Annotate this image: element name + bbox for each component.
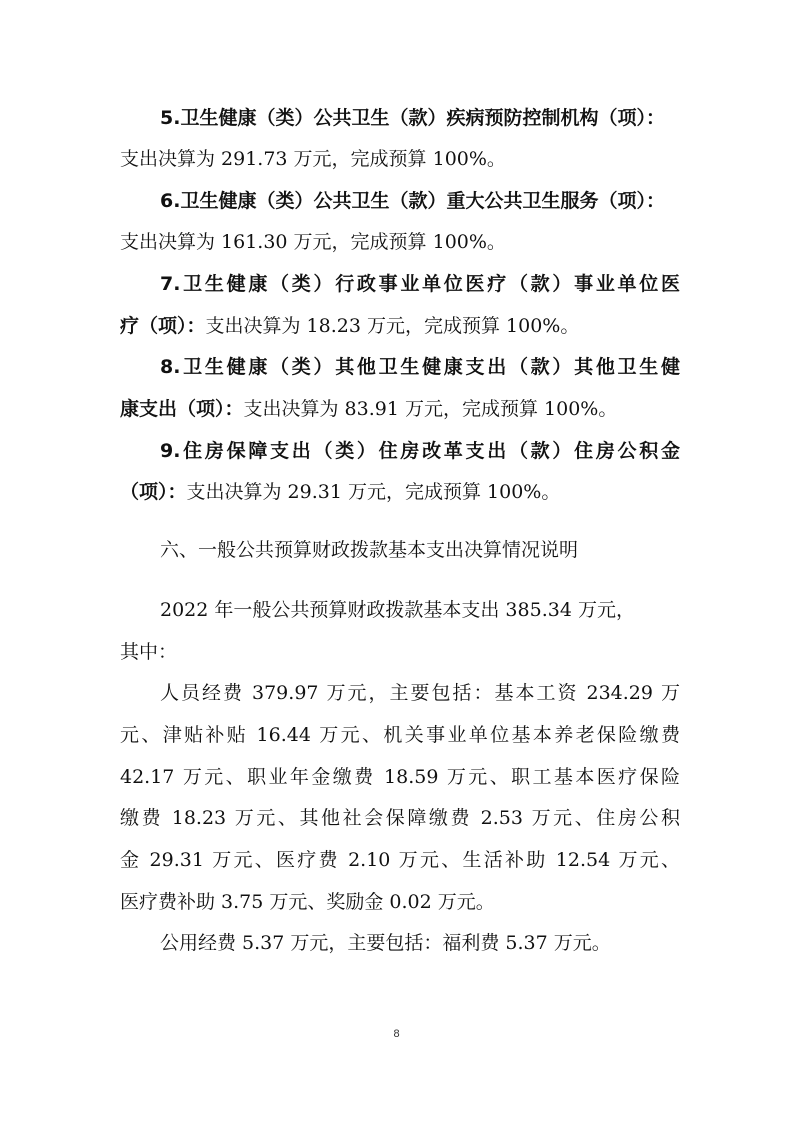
page-number: 8 bbox=[393, 1028, 400, 1040]
item-5-text: 支出决算为 291.73 万元，完成预算 100%。 bbox=[120, 148, 506, 170]
item-9-line2 bbox=[120, 480, 680, 504]
section-6-p2-line1: 人员经费 379.97 万元，主要包括：基本工资 234.29 万 bbox=[160, 682, 680, 704]
item-7-heading-line2: 疗（项）： bbox=[120, 315, 206, 337]
item-7-text: 支出决算为 18.23 万元，完成预算 100%。 bbox=[205, 315, 580, 337]
section-6-title: 六、一般公共预算财政拨款基本支出决算情况说明 bbox=[160, 539, 579, 561]
item-9-heading-line1: 9.住房保障支出（类）住房改革支出（款）住房公积金 bbox=[160, 440, 680, 462]
section-6-p2-line6: 医疗费补助 3.75 万元、奖励金 0.02 万元。 bbox=[120, 891, 495, 913]
item-7-line2 bbox=[120, 314, 680, 338]
section-6-p1-line2: 其中： bbox=[120, 641, 178, 663]
item-6-text: 支出决算为 161.30 万元，完成预算 100%。 bbox=[120, 231, 506, 253]
item-6-heading: 6.卫生健康（类）公共卫生（款）重大公共卫生服务（项）： bbox=[160, 190, 665, 212]
item-9-text: 支出决算为 29.31 万元，完成预算 100%。 bbox=[186, 481, 561, 503]
item-8-line2 bbox=[120, 397, 680, 421]
section-6-p2-line4: 缴费 18.23 万元、其他社会保障缴费 2.53 万元、住房公积 bbox=[120, 807, 680, 829]
item-9-heading-line2: （项）： bbox=[120, 481, 187, 503]
item-8-heading-line2: 康支出（项）： bbox=[120, 398, 244, 420]
section-6-p2-line5: 金 29.31 万元、医疗费 2.10 万元、生活补助 12.54 万元、 bbox=[120, 849, 680, 871]
section-6-p1-line1: 2022 年一般公共预算财政拨款基本支出 385.34 万元， bbox=[160, 599, 635, 621]
item-7-heading-line1: 7.卫生健康（类）行政事业单位医疗（款）事业单位医 bbox=[160, 273, 680, 295]
item-8-text: 支出决算为 83.91 万元，完成预算 100%。 bbox=[243, 398, 618, 420]
section-6-p2-line3: 42.17 万元、职业年金缴费 18.59 万元、职工基本医疗保险 bbox=[120, 766, 680, 788]
item-8-heading-line1: 8.卫生健康（类）其他卫生健康支出（款）其他卫生健 bbox=[160, 356, 680, 378]
section-6-p2-line2: 元、津贴补贴 16.44 万元、机关事业单位基本养老保险缴费 bbox=[120, 724, 680, 746]
item-5-heading: 5.卫生健康（类）公共卫生（款）疾病预防控制机构（项）： bbox=[160, 107, 665, 129]
section-6-p3: 公用经费 5.37 万元，主要包括：福利费 5.37 万元。 bbox=[160, 932, 611, 954]
